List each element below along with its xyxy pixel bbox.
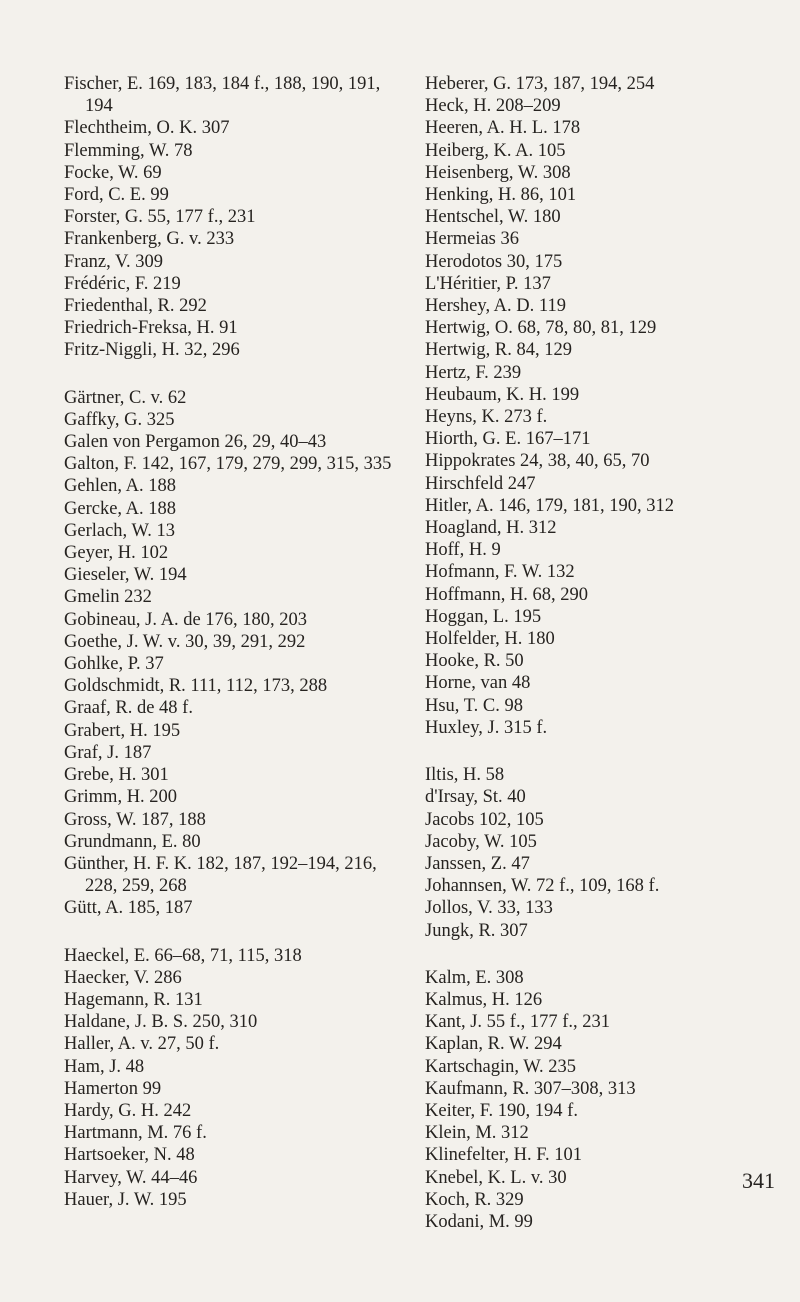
index-entry: Hoggan, L. 195: [425, 606, 542, 627]
index-entry: Hertz, F. 239: [425, 362, 522, 383]
index-entry: Jacoby, W. 105: [425, 831, 537, 852]
index-entry: Harvey, W. 44–46: [64, 1167, 198, 1188]
index-entry: Gehlen, A. 188: [64, 476, 177, 497]
index-entry: Franz, V. 309: [64, 251, 164, 272]
index-entry: Flemming, W. 78: [64, 140, 193, 161]
index-entry: Kaplan, R. W. 294: [425, 1034, 562, 1055]
index-entry: Holfelder, H. 180: [425, 629, 555, 650]
index-entry: Hartsoeker, N. 48: [64, 1145, 195, 1166]
index-entry: Gieseler, W. 194: [64, 565, 187, 586]
index-entry: Hartmann, M. 76 f.: [64, 1123, 207, 1144]
index-entry: Frédéric, F. 219: [64, 273, 181, 294]
index-entry: Hamerton 99: [64, 1078, 162, 1099]
index-letter-group: [64, 73, 404, 362]
index-entry: Gohlke, P. 37: [64, 654, 164, 675]
index-entry: Janssen, Z. 47: [425, 853, 530, 874]
index-entry: Günther, H. F. K. 182, 187, 192–194, 216, 228, 259, 268: [64, 853, 377, 897]
index-entry: Kaufmann, R. 307–308, 313: [425, 1078, 636, 1099]
index-entry: Kalmus, H. 126: [425, 989, 543, 1010]
index-entry: Haeckel, E. 66–68, 71, 115, 318: [64, 945, 302, 966]
index-entry: Hiorth, G. E. 167–171: [425, 429, 591, 450]
index-entry: Gütt, A. 185, 187: [64, 898, 193, 919]
index-entry: Hippokrates 24, 38, 40, 65, 70: [425, 451, 650, 472]
index-entry: Friedenthal, R. 292: [64, 296, 207, 317]
index-entry: d'Irsay, St. 40: [425, 787, 526, 808]
index-entry: Knebel, K. L. v. 30: [425, 1167, 567, 1188]
index-entry: Kalm, E. 308: [425, 967, 524, 988]
index-entry: Gerlach, W. 13: [64, 520, 175, 541]
index-entry: Grabert, H. 195: [64, 720, 181, 741]
index-entry: Heubaum, K. H. 199: [425, 384, 580, 405]
index-entry: Hoagland, H. 312: [425, 518, 557, 539]
index-entry: Haecker, V. 286: [64, 967, 182, 988]
index-entry: Haldane, J. B. S. 250, 310: [64, 1012, 258, 1033]
index-entry: Heeren, A. H. L. 178: [425, 118, 581, 139]
index-entry: Hardy, G. H. 242: [64, 1100, 192, 1121]
index-entry: Frankenberg, G. v. 233: [64, 229, 235, 250]
index-entry: Hauer, J. W. 195: [64, 1189, 187, 1210]
index-entry: Gross, W. 187, 188: [64, 809, 206, 830]
index-entry: Grebe, H. 301: [64, 765, 169, 786]
index-entry: Hsu, T. C. 98: [425, 695, 523, 716]
index-entry: Gobineau, J. A. de 176, 180, 203: [64, 609, 308, 630]
index-entry: Galen von Pergamon 26, 29, 40–43: [64, 432, 327, 453]
index-entry: Huxley, J. 315 f.: [425, 717, 548, 738]
index-entry: Grimm, H. 200: [64, 787, 178, 808]
index-column-left: [64, 73, 404, 1236]
index-entry: Koch, R. 329: [425, 1189, 524, 1210]
index-entry: Gmelin 232: [64, 587, 152, 608]
index-entry: Hentschel, W. 180: [425, 207, 561, 228]
index-entry: Graf, J. 187: [64, 742, 152, 763]
index-entry: Hofmann, F. W. 132: [425, 562, 575, 583]
index-entry: Jacobs 102, 105: [425, 809, 544, 830]
index-entry: Hagemann, R. 131: [64, 989, 203, 1010]
index-entry: Ham, J. 48: [64, 1056, 145, 1077]
index-entry: Henking, H. 86, 101: [425, 185, 577, 206]
index-entry: Hertwig, O. 68, 78, 80, 81, 129: [425, 318, 657, 339]
index-entry: Haller, A. v. 27, 50 f.: [64, 1034, 220, 1055]
index-entry: Goethe, J. W. v. 30, 39, 291, 292: [64, 631, 306, 652]
index-entry: Hooke, R. 50: [425, 651, 524, 672]
index-entry: Jungk, R. 307: [425, 920, 528, 941]
index-entry: Gaffky, G. 325: [64, 409, 175, 430]
index-column-right: [425, 73, 785, 1258]
index-entry: Hershey, A. D. 119: [425, 296, 566, 317]
index-entry: Gärtner, C. v. 62: [64, 387, 187, 408]
index-entry: Klein, M. 312: [425, 1123, 529, 1144]
index-letter-group: [425, 764, 785, 942]
index-entry: Fischer, E. 169, 183, 184 f., 188, 190, 191, 194: [64, 74, 381, 117]
page-number: 341: [742, 1168, 775, 1193]
index-letter-group: [425, 73, 785, 739]
index-entry: Kant, J. 55 f., 177 f., 231: [425, 1012, 610, 1033]
index-entry: Galton, F. 142, 167, 179, 279, 299, 315, 335: [64, 454, 392, 475]
index-entry: Kodani, M. 99: [425, 1211, 533, 1232]
index-entry: Hirschfeld 247: [425, 473, 536, 494]
index-entry: Johannsen, W. 72 f., 109, 168 f.: [425, 876, 660, 897]
index-letter-group: [64, 387, 404, 920]
index-entry: Keiter, F. 190, 194 f.: [425, 1100, 578, 1121]
index-entry: Fritz-Niggli, H. 32, 296: [64, 340, 240, 361]
index-entry: Focke, W. 69: [64, 162, 162, 183]
index-entry: Horne, van 48: [425, 673, 531, 694]
index-entry: Hoff, H. 9: [425, 540, 501, 561]
index-entry: Hermeias 36: [425, 229, 520, 250]
index-entry: Heisenberg, W. 308: [425, 162, 571, 183]
index-entry: Goldschmidt, R. 111, 112, 173, 288: [64, 676, 328, 697]
index-entry: Herodotos 30, 175: [425, 251, 563, 272]
index-entry: Flechtheim, O. K. 307: [64, 118, 230, 139]
index-entry: Ford, C. E. 99: [64, 185, 169, 206]
index-entry: Hoffmann, H. 68, 290: [425, 584, 589, 605]
index-entry: Iltis, H. 58: [425, 765, 505, 786]
index-entry: Heiberg, K. A. 105: [425, 140, 566, 161]
index-entry: L'Héritier, P. 137: [425, 273, 551, 294]
index-entry: Kartschagin, W. 235: [425, 1056, 577, 1077]
index-entry: Heyns, K. 273 f.: [425, 407, 548, 428]
index-entry: Geyer, H. 102: [64, 543, 169, 564]
index-entry: Jollos, V. 33, 133: [425, 898, 553, 919]
index-entry: Forster, G. 55, 177 f., 231: [64, 207, 256, 228]
index-entry: Graaf, R. de 48 f.: [64, 698, 193, 719]
index-entry: Hertwig, R. 84, 129: [425, 340, 572, 361]
index-entry: Heberer, G. 173, 187, 194, 254: [425, 74, 655, 94]
index-letter-group: [425, 967, 785, 1233]
index-entry: Klinefelter, H. F. 101: [425, 1145, 583, 1166]
index-letter-group: [64, 945, 404, 1211]
index-entry: Friedrich-Freksa, H. 91: [64, 318, 238, 339]
index-entry: Hitler, A. 146, 179, 181, 190, 312: [425, 495, 675, 516]
index-entry: Gercke, A. 188: [64, 498, 176, 519]
index-entry: Heck, H. 208–209: [425, 96, 561, 117]
index-entry: Grundmann, E. 80: [64, 831, 201, 852]
